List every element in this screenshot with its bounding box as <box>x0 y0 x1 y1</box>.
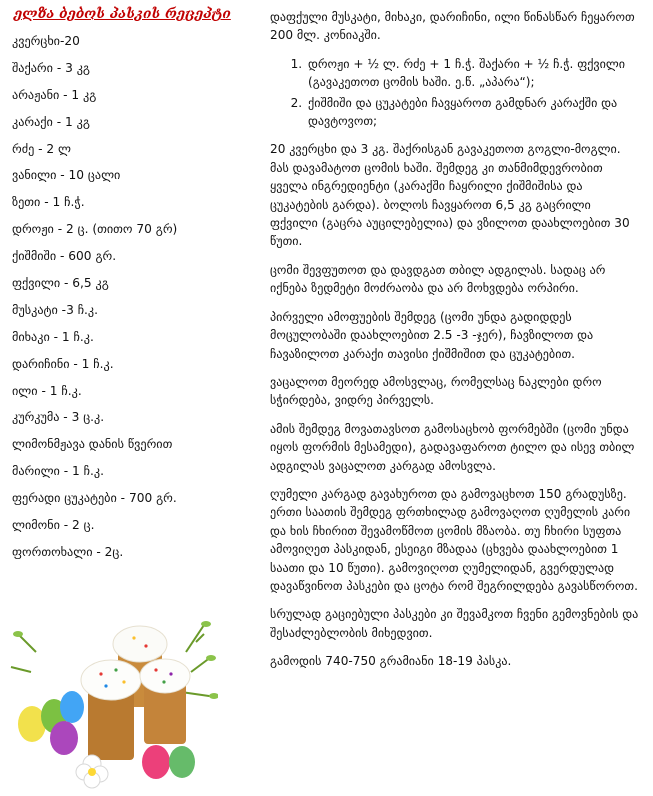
recipe-title: ელზა ბებოს პასკის რეცეპტი <box>14 6 231 22</box>
ingredient-item: მუსკატი -3 ჩ.კ. <box>12 302 99 317</box>
cake-left <box>81 660 141 760</box>
ingredient-item: ზეთი - 1 ჩ.ჭ. <box>12 195 85 210</box>
instructions-column <box>270 8 642 681</box>
ingredient-item: დარიჩინი - 1 ჩ.კ. <box>12 356 114 371</box>
intro-paragraph: დაფქული მუსკატი, მიხაკი, დარიჩინი, ილი წინასწარ ჩეყაროთ 200 მლ. კონიაკში. <box>270 10 635 43</box>
easter-cakes-image <box>6 612 218 792</box>
ingredient-item: ვანილი - 10 ცალი <box>12 168 121 183</box>
ingredient-item: შაქარი - 3 კგ <box>12 60 91 75</box>
ingredient-item: მარილი - 1 ჩ.კ. <box>12 464 104 479</box>
ingredient-item: ფორთოხალი - 2ც. <box>12 544 124 559</box>
instruction-paragraph: პირველი ამოფუების შემდეგ (ცომი უნდა გადიდდეს მოცულობაში დაახლოებით 2.5 -3 -ჯერ), ჩავზილოთ და ჩავაზილოთ კარაქი თავისი ქიშმიშით და ცუკატებით. <box>270 309 594 361</box>
ingredient-item: ლიმონმჟავა დანის წვერით <box>12 437 173 452</box>
ingredient-item: ფქვილი - 6,5 კგ <box>12 276 109 291</box>
ingredient-item: ილი - 1 ჩ.კ. <box>12 383 82 398</box>
step-item: 1. დროჟი + ½ ლ. რძე + 1 ჩ.ჭ. შაქარი + ½ ჩ.ჭ. ფქვილი (გავაკეთოთ ცომის ხაში. ე.წ. „აპარა“); <box>306 55 642 92</box>
ingredient-item: რძე - 2 ლ <box>12 141 72 156</box>
ingredient-item: დროჟი - 2 ც. (თითო 70 გრ) <box>12 222 178 237</box>
ingredient-item: ფერადი ცუკატები - 700 გრ. <box>12 491 177 506</box>
instruction-paragraph: სრულად გაციებული პასკები კი შევამკოთ ჩვენი გემოვნების და შესაძლებლობის მიხედვით. <box>270 607 639 640</box>
step-item: 2. ქიშმიში და ცუკატები ჩავყაროთ გამდნარ კარაქში და დავტოვოთ; <box>306 94 642 131</box>
instruction-paragraph: 20 კვერცხი და 3 კგ. შაქრისგან გავაკეთოთ გოგლი-მოგლი. მას დავამატოთ ცომის ხაში. შემდეგ კი თანმიმდევრობით ყველა ინგრედიენტი (კარაქში ჩაყრილი ქიშმიშისა და ცუკატების გარდა). ბოლოს ჩავყაროთ 6,5 კგ გაცრილი ფქვილი (გაცრა აუცილებელია) და ვზილოთ დაახლოებით 30 წუთი. <box>270 142 630 249</box>
ingredient-item: მიხაკი - 1 ჩ.კ. <box>12 329 94 344</box>
ingredient-item: კვერცხი-20 <box>12 34 80 48</box>
cake-right <box>140 659 190 744</box>
ingredients-column <box>10 6 242 572</box>
ingredient-list <box>10 34 242 572</box>
ingredient-item: ლიმონი - 2 ც. <box>12 518 95 533</box>
ingredient-item: ქიშმიში - 600 გრ. <box>12 249 117 264</box>
ingredient-item: კურკუმა - 3 ც.კ. <box>12 410 105 425</box>
instruction-paragraph: ვაცალოთ მეორედ ამოსვლაც, რომელსაც ნაკლები დრო სჭირდება, ვიდრე პირველს. <box>270 374 602 408</box>
ingredient-item: კარაქი - 1 კგ <box>12 114 90 129</box>
yield-paragraph: გამოდის 740-750 გრამიანი 18-19 პასკა. <box>270 654 512 669</box>
ingredient-item: არაჟანი - 1 კგ <box>12 87 97 102</box>
steps-list <box>270 55 642 131</box>
instruction-paragraph: ღუმელი კარგად გავახუროთ და გამოვაცხოთ 150 გრადუსზე. ერთი საათის შემდეგ ფრთხილად გამოვაღოთ ღუმელის კარი და ხის ჩხირით შევამოწმოთ ცომის მზაობა. თუ ჩხირი სუფთა ამოვიღეთ პასკიდან, ესეიგი მზადაა (ცხვება დაახლოებით 1 საათი და 10 წუთი). გამოვიღოთ ღუმელიდან, გვერდულად დავაწვინოთ პასკები და ცოტა რომ შეგრილდება გავასწოროთ. <box>270 486 638 593</box>
instruction-paragraph: ამის შემდეგ მოვათავსოთ გამოსაცხობ ფორმებში (ცომი უნდა იყოს ფორმის მესამედი), გადავაფაროთ ტილო და ისევ თბილ ადგილას ვაცალოთ კარგად ამოსვლა. <box>270 421 635 473</box>
instruction-paragraph: ცომი შევფუთოთ და დავდგათ თბილ ადგილას. სადაც არ იქნება ზედმეტი მოძრაობა და არ მოხვდება ორპირი. <box>270 262 606 296</box>
